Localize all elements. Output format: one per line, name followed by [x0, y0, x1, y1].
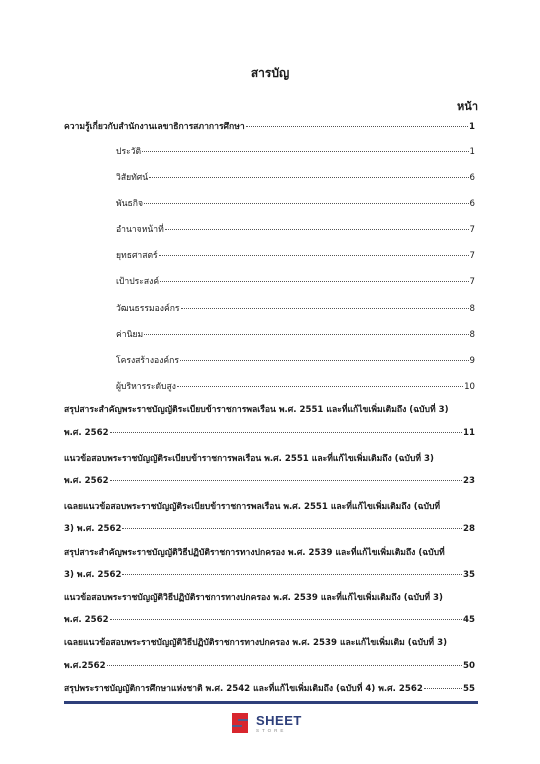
leader-dots	[165, 229, 469, 230]
toc-subentry[interactable]	[116, 173, 475, 184]
toc-subentry[interactable]	[116, 277, 475, 288]
leader-dots	[424, 688, 462, 689]
toc-entry-line1[interactable]: แนวข้อสอบพระราชบัญญัติระเบียบข้าราชการพลเรือน พ.ศ. 2551 และที่แก้ไขเพิ่มเติมถึง (ฉบับที่ 3)	[64, 454, 434, 464]
toc-entry-label: พ.ศ.2562	[64, 661, 106, 671]
toc-subentry[interactable]	[116, 382, 475, 393]
leader-dots	[107, 665, 462, 666]
toc-entry-page: 50	[463, 661, 475, 671]
toc-subentry-page: 1	[469, 147, 475, 157]
toc-entry-line1[interactable]: เฉลยแนวข้อสอบพระราชบัญญัติระเบียบข้าราชการพลเรือน พ.ศ. 2551 และที่แก้ไขเพิ่มเติมถึง (ฉบับที่	[64, 502, 441, 512]
toc-entry[interactable]	[64, 661, 475, 672]
toc-entry[interactable]	[64, 615, 475, 626]
page-title: สารบัญ	[250, 66, 290, 80]
toc-entry-label: 3) พ.ศ. 2562	[64, 524, 122, 534]
toc-subentry-label: ประวัติ	[116, 147, 142, 157]
toc-entry[interactable]	[64, 122, 475, 133]
toc-entry-label: พ.ศ. 2562	[64, 615, 109, 625]
toc-subentry[interactable]	[116, 225, 475, 236]
toc-entry[interactable]	[64, 570, 475, 581]
toc-entry-label: สรุปพระราชบัญญัติการศึกษาแห่งชาติ พ.ศ. 2542 และที่แก้ไขเพิ่มเติมถึง (ฉบับที่ 4) พ.ศ. 2562	[64, 684, 423, 694]
toc-subentry-label: เป้าประสงค์	[116, 277, 160, 287]
page-column-header: หน้า	[457, 100, 478, 113]
toc-entry-line1[interactable]: แนวข้อสอบพระราชบัญญัติวิธีปฏิบัติราชการทางปกครอง พ.ศ. 2539 และที่แก้ไขเพิ่มเติมถึง (ฉบับที่ 3)	[64, 593, 443, 603]
leader-dots	[160, 281, 468, 282]
toc-entry[interactable]	[64, 428, 475, 439]
sheet-logo-icon	[228, 710, 252, 736]
toc-subentry-page: 9	[469, 356, 475, 366]
leader-dots	[144, 334, 468, 335]
toc-entry[interactable]	[64, 524, 475, 535]
toc-entry-page: 35	[463, 570, 475, 580]
leader-dots	[122, 574, 462, 575]
toc-subentry[interactable]	[116, 147, 475, 158]
toc-entry-page: 28	[463, 524, 475, 534]
footer-divider	[64, 701, 478, 704]
toc-subentry-label: อำนาจหน้าที่	[116, 225, 164, 235]
toc-entry-page: 45	[463, 615, 475, 625]
toc-subentry-label: ค่านิยม	[116, 330, 144, 340]
toc-subentry-label: โครงสร้างองค์กร	[116, 356, 179, 366]
toc-subentry[interactable]	[116, 330, 475, 341]
toc-subentry-page: 10	[464, 382, 475, 392]
leader-dots	[177, 386, 463, 387]
toc-subentry[interactable]	[116, 304, 475, 315]
toc-subentry-page: 7	[469, 251, 475, 261]
leader-dots	[122, 528, 462, 529]
toc-subentry-label: วิสัยทัศน์	[116, 173, 149, 183]
toc-entry-line1[interactable]: สรุปสาระสำคัญพระราชบัญญัติระเบียบข้าราชการพลเรือน พ.ศ. 2551 และที่แก้ไขเพิ่มเติมถึง (ฉบับที่ 3)	[64, 405, 449, 415]
leader-dots	[180, 360, 469, 361]
toc-subentry-label: ผู้บริหารระดับสูง	[116, 382, 176, 392]
leader-dots	[181, 308, 469, 309]
leader-dots	[110, 432, 462, 433]
logo-tagline: STORE	[256, 728, 287, 734]
toc-entry-page: 55	[463, 684, 475, 694]
toc-subentry-page: 7	[469, 277, 475, 287]
toc-subentry-page: 7	[469, 225, 475, 235]
leader-dots	[159, 255, 469, 256]
toc-entry-line1[interactable]: สรุปสาระสำคัญพระราชบัญญัติวิธีปฏิบัติราชการทางปกครอง พ.ศ. 2539 และที่แก้ไขเพิ่มเติมถึง (ฉบับที่	[64, 548, 445, 558]
leader-dots	[142, 151, 468, 152]
toc-entry-label: 3) พ.ศ. 2562	[64, 570, 122, 580]
toc-entry-line1[interactable]: เฉลยแนวข้อสอบพระราชบัญญัติวิธีปฏิบัติราชการทางปกครอง พ.ศ. 2539 และแก้ไขเพิ่มเติม (ฉบับที่ 3)	[64, 638, 447, 648]
leader-dots	[149, 177, 468, 178]
leader-dots	[110, 619, 462, 620]
toc-entry-label: พ.ศ. 2562	[64, 476, 109, 486]
toc-subentry-page: 8	[469, 330, 475, 340]
leader-dots	[144, 203, 469, 204]
toc-subentry-page: 8	[469, 304, 475, 314]
toc-subentry[interactable]	[116, 199, 475, 210]
toc-subentry-label: วัฒนธรรมองค์กร	[116, 304, 180, 314]
toc-entry-label: ความรู้เกี่ยวกับสำนักงานเลขาธิการสภาการศึกษา	[64, 122, 245, 132]
toc-subentry-page: 6	[469, 173, 475, 183]
sheet-store-logo	[228, 709, 328, 737]
toc-entry-label: พ.ศ. 2562	[64, 428, 109, 438]
toc-entry[interactable]	[64, 684, 475, 695]
logo-name: SHEET	[256, 713, 302, 729]
toc-entry-page: 1	[469, 122, 475, 132]
leader-dots	[110, 480, 462, 481]
toc-entry-page: 11	[463, 428, 475, 438]
toc-subentry-label: พันธกิจ	[116, 199, 144, 209]
toc-subentry-label: ยุทธศาสตร์	[116, 251, 158, 261]
toc-subentry-page: 6	[469, 199, 475, 209]
toc-entry-page: 23	[463, 476, 475, 486]
toc-subentry[interactable]	[116, 251, 475, 262]
toc-entry[interactable]	[64, 476, 475, 487]
leader-dots	[246, 126, 468, 127]
toc-subentry[interactable]	[116, 356, 475, 367]
